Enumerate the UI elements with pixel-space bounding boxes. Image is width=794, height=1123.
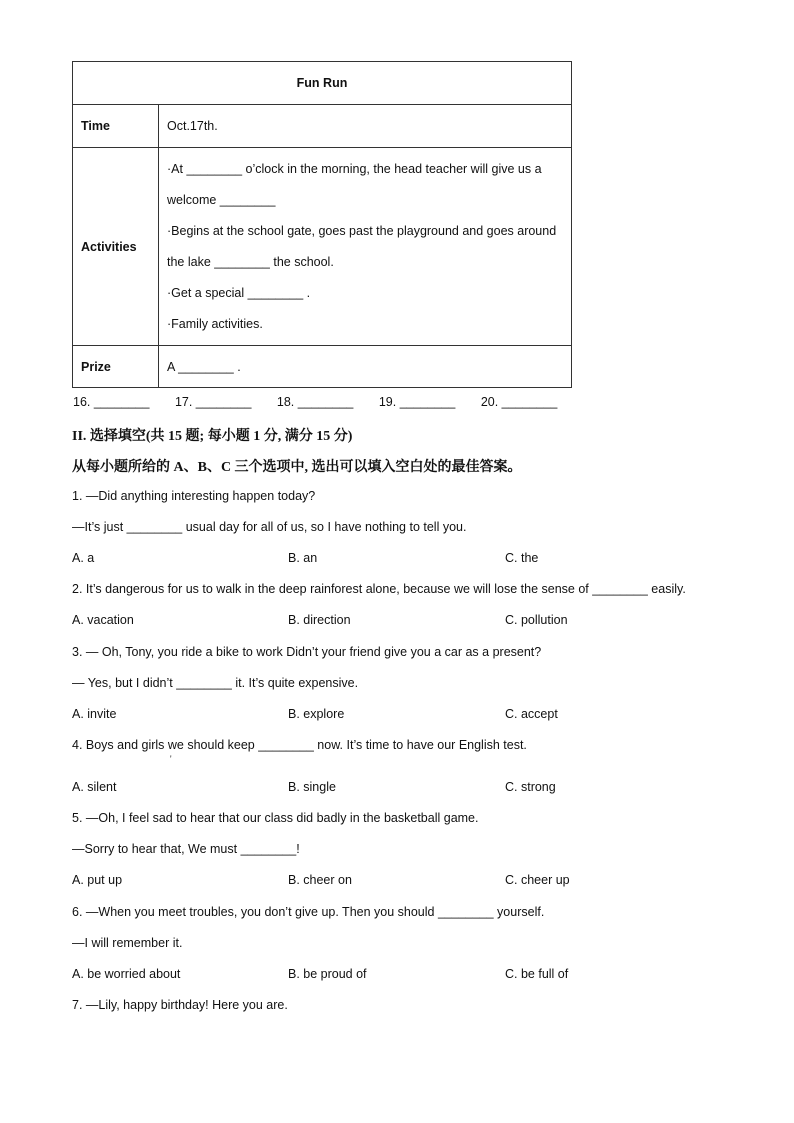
section-instruction: 从每小题所给的 A、B、C 三个选项中, 选出可以填入空白处的最佳答案。 [72, 460, 522, 475]
question-line: —It’s just ________ usual day for all of us, so I have nothing to tell you. [72, 520, 467, 534]
question-line: —I will remember it. [72, 936, 183, 950]
option-b: B. an [288, 551, 318, 565]
option-a: A. put up [72, 873, 123, 887]
option-a: A. silent [72, 780, 117, 794]
answer-blank: 19. ________ [378, 395, 456, 409]
option-b: B. explore [288, 707, 345, 721]
question-line: 2. It’s dangerous for us to walk in the deep rainforest alone, because we will lose the sense of ________ easily. [72, 582, 686, 596]
option-b: B. be proud of [288, 967, 367, 981]
option-c: C. strong [505, 780, 556, 794]
answer-blanks [73, 395, 579, 409]
answer-blank: 20. ________ [480, 395, 558, 409]
option-b: B. direction [288, 613, 351, 627]
time-label: Time [73, 105, 159, 148]
stray-mark: ' [170, 754, 172, 764]
question-line: —Sorry to hear that, We must ________! [72, 842, 300, 856]
answer-blank: 18. ________ [276, 395, 354, 409]
question-line: 1. —Did anything interesting happen today? [72, 489, 316, 503]
option-c: C. pollution [505, 613, 568, 627]
table-title: Fun Run [73, 62, 572, 105]
answer-blank: 17. ________ [174, 395, 252, 409]
option-a: A. invite [72, 707, 117, 721]
activity-line: ·Begins at the school gate, goes past the playground and goes around [167, 223, 557, 238]
question-line: — Yes, but I didn’t ________ it. It’s quite expensive. [72, 676, 359, 690]
activities-label: Activities [73, 148, 159, 346]
activity-line: ·At ________ o’clock in the morning, the head teacher will give us a [167, 161, 542, 176]
question-line: 6. —When you meet troubles, you don’t give up. Then you should ________ yourself. [72, 905, 545, 919]
option-c: C. cheer up [505, 873, 570, 887]
fun-run-table [72, 61, 572, 388]
option-a: A. be worried about [72, 967, 181, 981]
activities-cell [159, 148, 572, 346]
option-b: B. single [288, 780, 336, 794]
time-value: Oct.17th. [159, 105, 572, 148]
question-line: 3. — Oh, Tony, you ride a bike to work Didn’t your friend give you a car as a present? [72, 645, 542, 659]
activity-line: ·Get a special ________ . [167, 285, 311, 300]
prize-label: Prize [73, 346, 159, 388]
section-heading: II. 选择填空(共 15 题; 每小题 1 分, 满分 15 分) [72, 429, 353, 444]
option-b: B. cheer on [288, 873, 352, 887]
option-a: A. vacation [72, 613, 134, 627]
question-line: 4. Boys and girls we should keep ________ now. It’s time to have our English test. [72, 738, 527, 752]
activity-line: welcome ________ [167, 192, 276, 207]
option-c: C. accept [505, 707, 558, 721]
prize-value: A ________ . [159, 346, 572, 388]
option-a: A. a [72, 551, 95, 565]
activity-line: the lake ________ the school. [167, 254, 334, 269]
option-c: C. be full of [505, 967, 569, 981]
option-c: C. the [505, 551, 539, 565]
activity-line: ·Family activities. [167, 316, 263, 331]
question-line: 5. —Oh, I feel sad to hear that our class did badly in the basketball game. [72, 811, 479, 825]
answer-blank: 16. ________ [73, 395, 150, 409]
question-line: 7. —Lily, happy birthday! Here you are. [72, 998, 288, 1012]
